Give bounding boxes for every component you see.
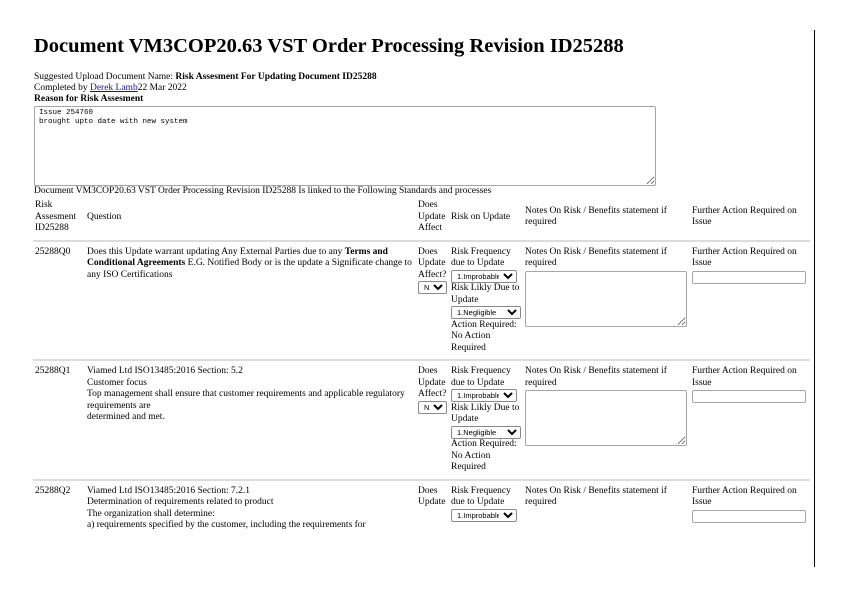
row-separator <box>33 236 810 246</box>
notes-textarea[interactable] <box>525 271 687 327</box>
risk-likely-select[interactable] <box>451 426 521 439</box>
action-value: No Action Required <box>451 450 491 472</box>
table-header-row <box>33 199 810 236</box>
header-question: Question <box>87 211 122 222</box>
header-risk: Risk on Update <box>451 211 511 222</box>
row-further-cell <box>690 246 810 356</box>
row-further-cell <box>690 365 810 475</box>
table-row <box>33 485 810 533</box>
completed-line <box>34 83 674 94</box>
further-action-input[interactable] <box>692 271 806 284</box>
affect-select[interactable] <box>418 401 447 414</box>
action-label: Action Required: <box>451 319 517 330</box>
further-label: Further Action Required on Issue <box>692 246 797 268</box>
row-risk-cell <box>449 485 523 533</box>
completed-label: Completed by <box>34 83 90 93</box>
page-title: Document VM3COP20.63 VST Order Processing Revision ID25288 <box>34 35 624 57</box>
affect-label: Does Update <box>418 485 446 507</box>
row-id: 25288Q1 <box>35 366 71 376</box>
further-label: Further Action Required on Issue <box>692 366 797 388</box>
likely-label: Risk Likly Due to Update <box>451 283 520 305</box>
further-action-input[interactable] <box>692 390 806 403</box>
reason-textarea[interactable] <box>34 106 656 186</box>
risk-frequency-select[interactable] <box>451 389 517 402</box>
row-id: 25288Q0 <box>35 246 71 257</box>
reason-heading: Reason for Risk Assesment <box>34 94 144 104</box>
header-notes: Notes On Risk / Benefits statement if required <box>525 205 667 228</box>
table-row <box>33 246 810 356</box>
row-separator <box>33 355 810 365</box>
row-notes-cell <box>523 246 690 356</box>
row-separator <box>33 475 810 485</box>
risk-frequency-select[interactable] <box>451 509 517 522</box>
completed-by-link[interactable]: Derek Lamb <box>89 83 138 93</box>
row-id: 25288Q2 <box>35 485 71 496</box>
linked-standards-text: Document VM3COP20.63 VST Order Processing Revision ID25288 Is linked to the Following Standards and processes <box>34 186 492 196</box>
action-label: Action Required: <box>451 439 517 449</box>
completed-date: 22 Mar 2022 <box>137 83 187 93</box>
document-meta <box>34 72 674 105</box>
header-further: Further Action Required on Issue <box>692 205 797 228</box>
row-further-cell <box>690 485 810 533</box>
row-risk-cell <box>449 365 523 475</box>
row-question: Does this Update warrant updating Any External Parties due to any Terms and Conditional Agreements E.G. Notified Body or is the update a Significate change to any ISO Certifications <box>87 246 412 280</box>
upload-name-line <box>34 72 674 83</box>
page-right-border <box>814 30 815 567</box>
affect-select[interactable] <box>418 281 447 294</box>
affect-label: Does Update Affect? <box>418 366 447 399</box>
row-affect-cell <box>416 246 449 356</box>
further-action-input[interactable] <box>692 510 806 523</box>
header-id: Risk Assesment ID25288 <box>35 200 77 233</box>
further-label: Further Action Required on Issue <box>692 485 797 507</box>
notes-label: Notes On Risk / Benefits statement if required <box>525 485 667 507</box>
notes-label: Notes On Risk / Benefits statement if required <box>525 246 667 268</box>
upload-name-value: Risk Assesment For Updating Document ID25288 <box>175 72 377 82</box>
header-affect: Does Update Affect <box>418 200 446 233</box>
row-affect-cell <box>416 365 449 475</box>
row-question: Viamed Ltd ISO13485:2016 Section: 5.2 Customer focus Top management shall ensure that customer requirements and applicable regulatory requirements are determined and met. <box>87 366 405 422</box>
freq-label: Risk Frequency due to Update <box>451 485 511 507</box>
row-notes-cell <box>523 365 690 475</box>
affect-label: Does Update Affect? <box>418 246 447 280</box>
row-notes-cell <box>523 485 690 533</box>
notes-label: Notes On Risk / Benefits statement if required <box>525 366 667 388</box>
table-row <box>33 365 810 475</box>
action-value: No Action Required <box>451 331 491 353</box>
risk-likely-select[interactable] <box>451 306 521 319</box>
notes-textarea[interactable] <box>525 390 687 446</box>
freq-label: Risk Frequency due to Update <box>451 366 511 388</box>
row-question: Viamed Ltd ISO13485:2016 Section: 7.2.1 Determination of requirements related to product The organization shall determine: a) requirements specified by the customer, including the requirements for <box>87 485 366 530</box>
risk-frequency-select[interactable] <box>451 270 517 283</box>
likely-label: Risk Likly Due to Update <box>451 402 520 424</box>
row-risk-cell <box>449 246 523 356</box>
freq-label: Risk Frequency due to Update <box>451 246 511 268</box>
risk-assessment-table <box>33 199 810 533</box>
upload-name-label: Suggested Upload Document Name: <box>34 72 176 82</box>
row-affect-cell <box>416 485 449 533</box>
